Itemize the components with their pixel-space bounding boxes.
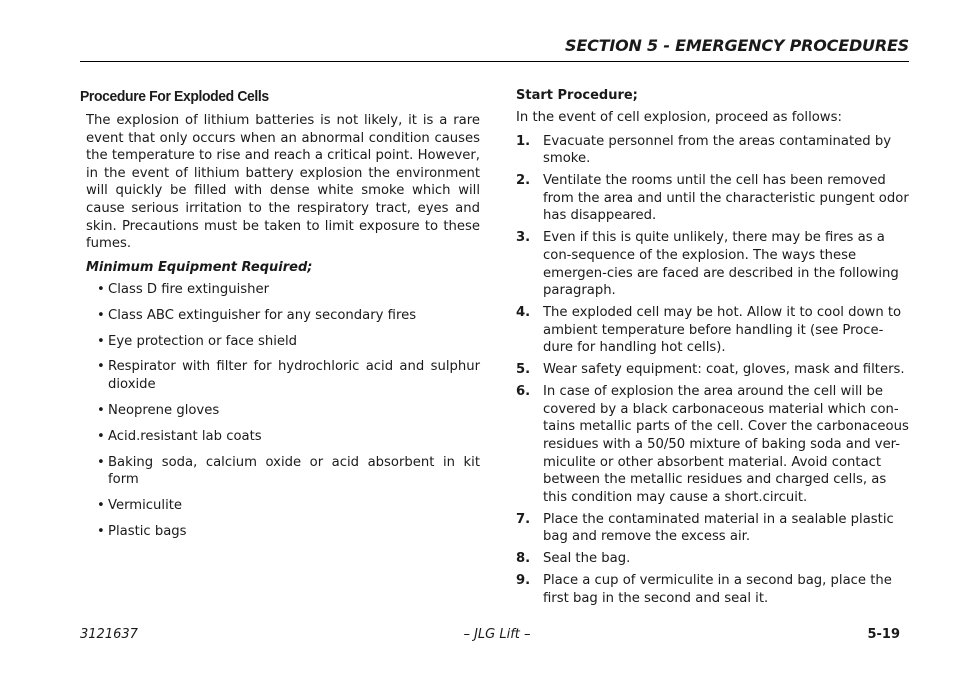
start-intro: In the event of cell explosion, proceed as follows: [516, 110, 842, 125]
step-text: Ventilate the rooms until the cell has been removed from the area and until the characteristic pungent odor has disappeared. [543, 173, 909, 224]
step-text: Even if this is quite unlikely, there may be fires as a con-sequence of the explosion. The ways these emergen-cies are faced are described in the following paragraph. [543, 230, 899, 299]
left-column [80, 88, 480, 549]
equipment-text: Class D fire extinguisher [108, 281, 270, 297]
right-column [516, 88, 910, 612]
step-number: 9. [516, 573, 531, 589]
step-text: Evacuate personnel from the areas contaminated by smoke. [543, 133, 892, 167]
step-number: 5. [516, 362, 531, 378]
step-item [516, 572, 910, 607]
list-item [80, 428, 480, 446]
step-number: 2. [516, 173, 531, 189]
list-item [80, 281, 480, 299]
bullet-icon: • [97, 281, 105, 297]
equipment-text: Baking soda, calcium oxide or acid absorbent in kit form [108, 454, 480, 488]
bullet-icon: • [97, 359, 105, 375]
steps-list [516, 133, 910, 608]
step-item [516, 383, 910, 506]
document-number: 3121637 [80, 627, 138, 642]
list-item [80, 358, 480, 393]
step-number: 3. [516, 230, 531, 246]
equipment-text: Plastic bags [108, 524, 187, 540]
bullet-icon: • [97, 307, 105, 323]
bullet-icon: • [97, 524, 105, 540]
equipment-text: Neoprene gloves [108, 402, 220, 418]
start-procedure-heading: Start Procedure; [516, 88, 638, 103]
min-equipment-heading: Minimum Equipment Required; [86, 259, 313, 275]
step-text: In case of explosion the area around the cell will be covered by a black carbonaceous material which con-tains metallic parts of the cell. Cover the carbonaceous residues with a 50/50 mixture of baking soda and ver-miculite or other absorbent material. Avoid contact between the metallic residues and charged cells, as this condition may cause a short.circuit. [543, 384, 909, 505]
step-item [516, 133, 910, 168]
procedure-title: Procedure For Exploded Cells [80, 88, 269, 105]
equipment-text: Eye protection or face shield [108, 333, 298, 349]
footer-brand: – JLG Lift – [463, 627, 531, 642]
equipment-text: Class ABC extinguisher for any secondary fires [108, 307, 417, 323]
list-item [80, 307, 480, 325]
list-item [80, 454, 480, 489]
step-text: Place a cup of vermiculite in a second bag, place the first bag in the second and seal it. [543, 573, 892, 606]
bullet-icon: • [97, 333, 105, 349]
step-item [516, 511, 910, 546]
intro-paragraph: The explosion of lithium batteries is not likely, it is a rare event that only occurs when an abnormal condition causes the temperature to rise and reach a critical point. However, in the event of lithium battery explosion the environment will quickly be filled with dense white smoke which will cause serious irritation to the respiratory tract, eyes and skin. Precautions must be taken to limit exposure to these fumes. [86, 113, 480, 252]
bullet-icon: • [97, 402, 105, 418]
step-number: 8. [516, 551, 531, 567]
step-number: 4. [516, 305, 531, 321]
header-rule [80, 61, 909, 62]
step-text: Place the contaminated material in a sealable plastic bag and remove the excess air. [543, 511, 894, 545]
equipment-text: Acid.resistant lab coats [108, 428, 262, 444]
section-title: SECTION 5 - EMERGENCY PROCEDURES [565, 36, 909, 55]
bullet-icon: • [97, 498, 105, 514]
step-number: 7. [516, 511, 531, 527]
list-item [80, 402, 480, 420]
step-text: The exploded cell may be hot. Allow it to cool down to ambient temperature before handling it (see Proce-dure for handling hot cells). [543, 305, 902, 356]
list-item [80, 497, 480, 515]
bullet-icon: • [97, 428, 105, 444]
step-number: 1. [516, 133, 531, 149]
step-item [516, 550, 910, 568]
step-item [516, 304, 910, 357]
list-item [80, 523, 480, 541]
bullet-icon: • [97, 454, 105, 470]
page-number: 5-19 [867, 627, 900, 642]
step-text: Seal the bag. [543, 551, 631, 567]
equipment-list [80, 281, 480, 541]
equipment-text: Respirator with filter for hydrochloric acid and sulphur dioxide [108, 359, 480, 393]
step-item [516, 229, 910, 299]
list-item [80, 333, 480, 351]
step-item [516, 361, 910, 379]
step-item [516, 172, 910, 225]
step-text: Wear safety equipment: coat, gloves, mask and filters. [543, 362, 905, 378]
equipment-text: Vermiculite [108, 498, 183, 514]
step-number: 6. [516, 384, 531, 400]
